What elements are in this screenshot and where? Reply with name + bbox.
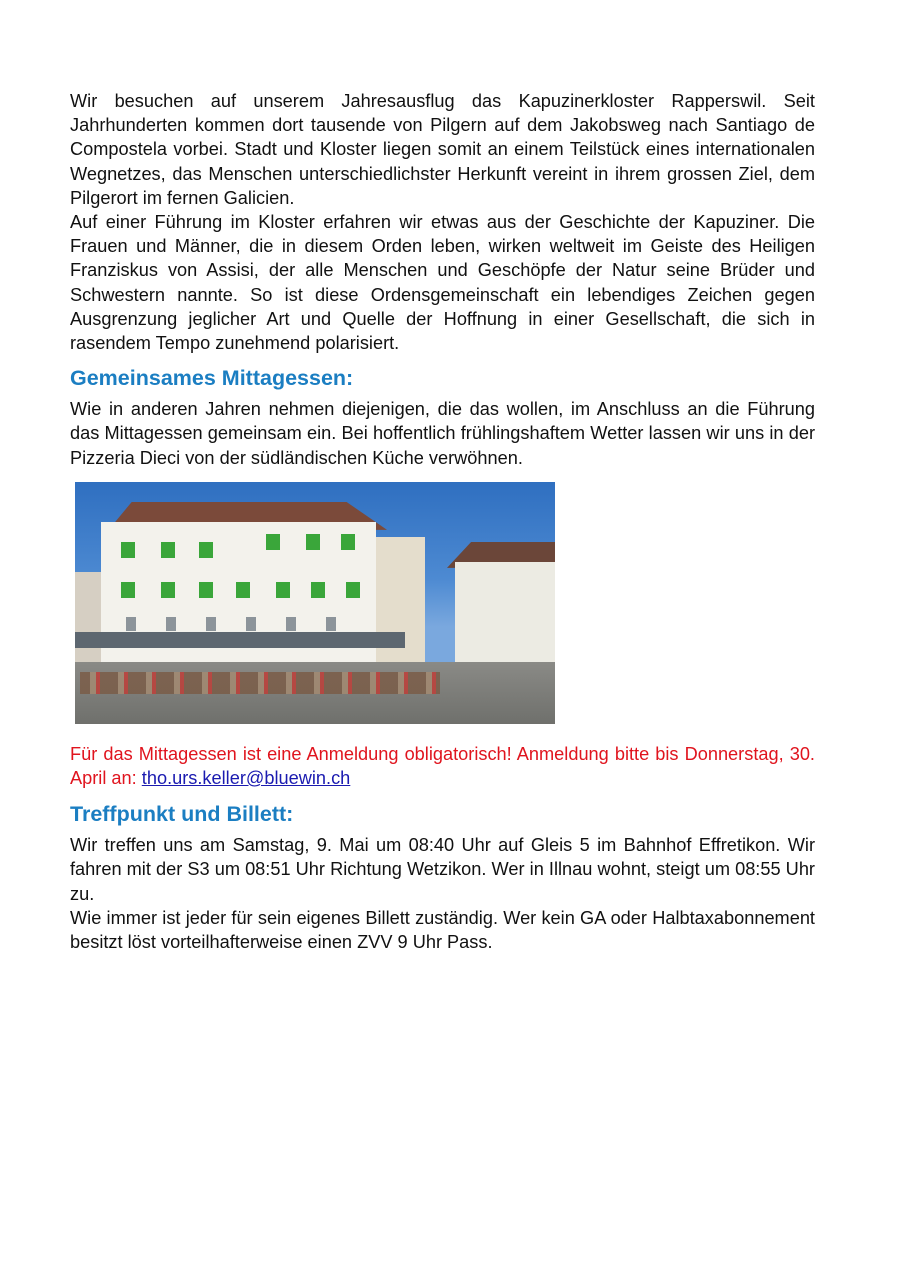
intro-paragraph-1: Wir besuchen auf unserem Jahresausflug das Kapuzinerkloster Rapperswil. Seit Jahrhunderten kommen dort tausende von Pilgern auf dem Jakobsweg nach Santiago de Compostela vorbei. Stadt und Kloster liegen somit an einem Teilstück eines internationalen Wegnetzes, das Menschen unterschiedlichster Herkunft vereint in ihrem grossen Ziel, dem Pilgerort im fernen Galicien. [70,91,815,208]
meeting-paragraph-1: Wir treffen uns am Samstag, 9. Mai um 08:40 Uhr auf Gleis 5 im Bahnhof Effretikon. Wir fahren mit der S3 um 08:51 Uhr Richtung Wetzikon. Wer in Illnau wohnt, steigt um 08:55 Uhr zu. [70,835,815,904]
photo-awning [75,632,405,648]
intro-paragraph-2: Auf einer Führung im Kloster erfahren wir etwas aus der Geschichte der Kapuziner. Die Frauen und Männer, die in diesem Orden leben, wirken weltweit im Geiste des Heiligen Franziskus von Assisi, der alle Menschen und Geschöpfe der Natur seine Brüder und Schwestern nannte. So ist diese Ordensgemeinschaft ein lebendiges Zeichen gegen Ausgrenzung jeglicher Art und Quelle der Hoffnung in einer Gesellschaft, die sich in rasendem Tempo zunehmend polarisiert. [70,212,815,354]
shutter [121,542,135,558]
meeting-heading: Treffpunkt und Billett: [70,802,294,827]
meeting-paragraph-2: Wie immer ist jeder für sein eigenes Billett zuständig. Wer kein GA oder Halbtaxabonnement besitzt löst vorteilhafterweise einen ZVV 9 Uhr Pass. [70,907,815,953]
window [286,617,296,631]
photo-side-building [375,537,425,672]
window [246,617,256,631]
shutter [199,582,213,598]
window [126,617,136,631]
notice-text: Für das Mittagessen ist eine Anmeldung obligatorisch! Anmeldung bitte bis Donnerstag, 30. April an: [70,743,815,789]
window [326,617,336,631]
photo-main-building [101,522,376,672]
photo-right-building [455,562,555,672]
registration-notice [70,742,815,790]
lunch-paragraph: Wie in anderen Jahren nehmen diejenigen, die das wollen, im Anschluss an die Führung das Mittagessen gemeinsam ein. Bei hoffentlich frühlingshaftem Wetter lassen wir uns in der Pizzeria Dieci von der südländischen Küche verwöhnen. [70,399,815,468]
shutter [121,582,135,598]
shutter [199,542,213,558]
photo-terrace [80,672,440,694]
shutter [276,582,290,598]
document-page [70,89,815,954]
shutter [161,582,175,598]
shutter [266,534,280,550]
window [166,617,176,631]
shutter [346,582,360,598]
shutter [311,582,325,598]
restaurant-photo [75,482,555,724]
shutter [306,534,320,550]
shutter [341,534,355,550]
shutter [161,542,175,558]
window [206,617,216,631]
email-link[interactable]: tho.urs.keller@bluewin.ch [141,768,351,789]
shutter [236,582,250,598]
lunch-heading: Gemeinsames Mittagessen: [70,366,354,391]
